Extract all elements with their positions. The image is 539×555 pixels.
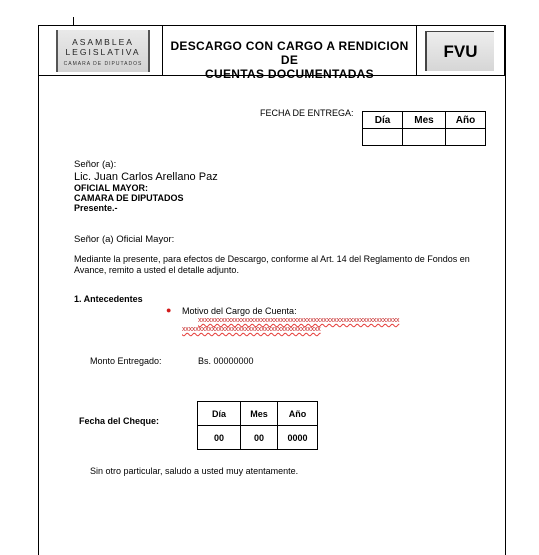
- check-date-label: Fecha del Cheque:: [79, 416, 160, 426]
- logo-text-line1: ASAMBLEA: [72, 37, 134, 47]
- closing-line: Sin otro particular, saludo a usted muy atentamente.: [90, 466, 299, 476]
- check-month-cell[interactable]: 00: [241, 426, 278, 450]
- form-title-line2: CUENTAS DOCUMENTADAS: [205, 67, 374, 81]
- intro-paragraph: Mediante la presente, para efectos de Descargo, conforme al Art. 14 del Reglamento de Fondos en Avance, remito a usted el detalle adjunto.: [74, 254, 470, 275]
- delivery-date-label: FECHA DE ENTREGA:: [260, 108, 354, 118]
- section-heading-antecedentes: 1. Antecedentes: [74, 294, 143, 304]
- addressee-position: OFICIAL MAYOR:: [74, 183, 149, 193]
- form-code-badge: FVU: [425, 31, 494, 71]
- bullet-icon: ●: [166, 305, 172, 315]
- amount-value[interactable]: Bs. 00000000: [198, 356, 254, 366]
- check-year-cell[interactable]: 0000: [278, 426, 318, 450]
- check-day-header: Día: [198, 402, 241, 426]
- form-title: [163, 25, 416, 81]
- addressee-presente: Presente.-: [74, 203, 118, 213]
- amount-label: Monto Entregado:: [90, 356, 162, 366]
- delivery-day-header: Día: [363, 112, 403, 129]
- logo-cell: [38, 25, 163, 76]
- logo-text-line2: LEGISLATIVA: [65, 47, 141, 57]
- text-cursor-mark: [73, 17, 74, 25]
- salutation: Señor (a) Oficial Mayor:: [74, 234, 175, 245]
- addressee-office: CAMARA DE DIPUTADOS: [74, 193, 184, 203]
- check-date-table: [197, 401, 318, 450]
- form-code-cell: [416, 25, 505, 76]
- delivery-month-cell[interactable]: [403, 129, 446, 146]
- check-year-header: Año: [278, 402, 318, 426]
- form-header: [38, 25, 505, 81]
- delivery-month-header: Mes: [403, 112, 446, 129]
- motivo-placeholder-line1[interactable]: xxxxxxxxxxxxxxxxxxxxxxxxxxxxxxxxxxxxxxxxxxxxxxxxxxxxxxxxxxxxx: [198, 317, 400, 324]
- check-day-cell[interactable]: 00: [198, 426, 241, 450]
- delivery-year-header: Año: [446, 112, 486, 129]
- delivery-year-cell[interactable]: [446, 129, 486, 146]
- addressee-greeting: Señor (a):: [74, 159, 117, 170]
- assembly-logo: [56, 30, 150, 72]
- addressee-name: Lic. Juan Carlos Arellano Paz: [74, 171, 218, 183]
- delivery-day-cell[interactable]: [363, 129, 403, 146]
- motivo-placeholder-line2[interactable]: xxxxxxxxxxxxxxxxxxxxxxxxxxxxxxxxxxxxxxxxxx: [182, 326, 321, 333]
- check-month-header: Mes: [241, 402, 278, 426]
- form-title-line1: DESCARGO CON CARGO A RENDICION DE: [170, 39, 409, 67]
- logo-text-line3: CAMARA DE DIPUTADOS: [63, 61, 143, 67]
- motivo-label: Motivo del Cargo de Cuenta:: [182, 306, 297, 316]
- delivery-date-table: [362, 111, 486, 146]
